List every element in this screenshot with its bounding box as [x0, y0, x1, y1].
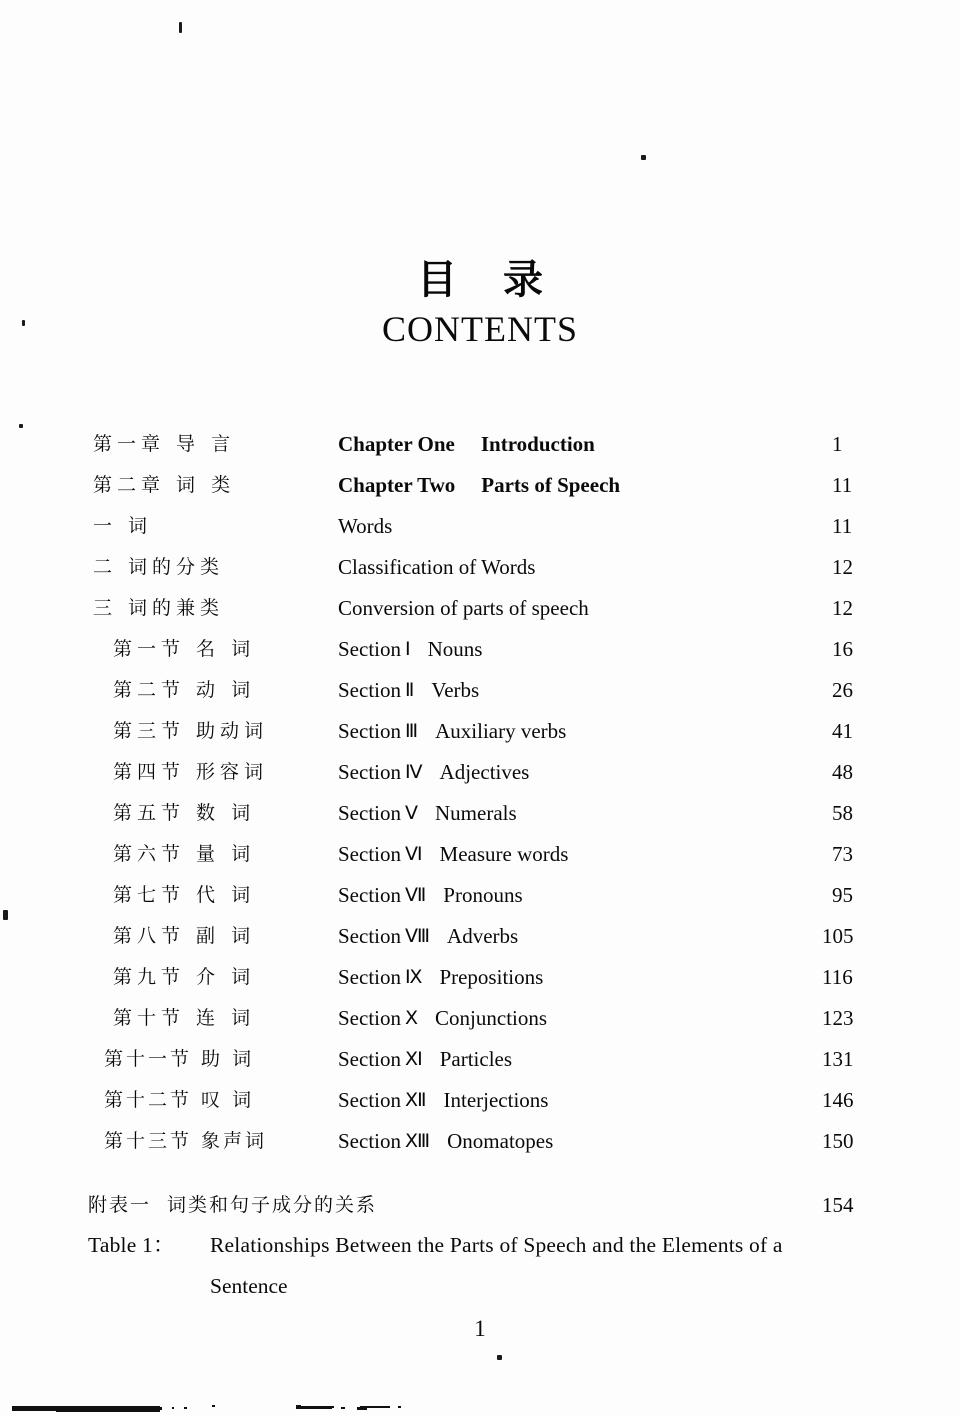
- toc-row-roman-numeral: Ⅷ: [405, 925, 430, 947]
- toc-row-roman-numeral: Ⅱ: [405, 679, 414, 701]
- toc-row-roman-numeral: Ⅶ: [405, 884, 426, 906]
- toc-row-roman-numeral: Ⅺ: [405, 1048, 422, 1070]
- toc-row-en: [338, 1121, 834, 1162]
- toc-row-page-number: 131: [822, 1047, 854, 1071]
- toc-row-label-cn: 第一节 名 词: [113, 638, 256, 660]
- toc-row-page-number: 48: [832, 760, 853, 784]
- toc-row-label-cn: 第二章 词 类: [93, 474, 236, 496]
- toc-row[interactable]: [0, 793, 960, 834]
- toc-row-en: [338, 1080, 834, 1121]
- scan-line-artifact: [341, 1407, 345, 1409]
- appendix-block: [0, 1185, 960, 1298]
- toc-row-section-word: Section: [338, 883, 401, 907]
- toc-row-label-cn: 第二节 动 词: [113, 679, 256, 701]
- appendix-title-en: Relationships Between the Parts of Speech and the Elements of a: [210, 1233, 783, 1257]
- toc-row-page-number: 105: [822, 924, 854, 948]
- appendix-title-cn: 词类和句子成分的关系: [167, 1194, 378, 1216]
- page-title-cn: 目 录: [417, 257, 559, 303]
- toc-row[interactable]: [0, 834, 960, 875]
- toc-row-chapter-label: Chapter One: [338, 432, 455, 456]
- toc-row-roman-numeral: Ⅰ: [405, 638, 410, 660]
- toc-row-section-word: Section: [338, 760, 401, 784]
- toc-row-label-cn: 一 词: [93, 515, 153, 537]
- toc-row-title-en: Nouns: [427, 637, 483, 661]
- toc-row-page-number: 73: [832, 842, 853, 866]
- toc-row-page-number: 95: [832, 883, 853, 907]
- appendix-cn-wrap: [88, 1185, 834, 1225]
- toc-row-en: [338, 465, 834, 506]
- toc-row-en: [338, 793, 834, 834]
- toc-row-label-cn: 第九节 介 词: [113, 966, 256, 988]
- toc-row-en: [338, 834, 834, 875]
- toc-row-title-en: Verbs: [431, 678, 480, 702]
- toc-row-title-en: Adjectives: [439, 760, 530, 784]
- toc-row-en: [338, 506, 834, 547]
- toc-row-page-number: 26: [832, 678, 853, 702]
- toc-row[interactable]: [0, 916, 960, 957]
- toc-row[interactable]: [0, 1039, 960, 1080]
- appendix-row-en[interactable]: [0, 1225, 960, 1298]
- toc-row-en: [338, 629, 834, 670]
- toc-row-title-en: Words: [338, 514, 393, 538]
- toc-row-en: [338, 752, 834, 793]
- toc-row-label-cn: 第四节 形容词: [113, 761, 269, 783]
- appendix-en-line2: Sentence: [210, 1274, 288, 1298]
- toc-row-section-word: Section: [338, 965, 401, 989]
- toc-row-section-word: Section: [338, 801, 401, 825]
- toc-row[interactable]: [0, 957, 960, 998]
- toc-row-roman-numeral: Ⅴ: [405, 802, 417, 824]
- toc-row-roman-numeral: Ⅲ: [405, 720, 418, 742]
- toc-row-title-en: Introduction: [480, 432, 595, 456]
- toc-row-label-cn: 三 词的兼类: [93, 597, 225, 619]
- toc-row-page-number: 11: [832, 473, 853, 497]
- folio-page-number: 1: [474, 1316, 486, 1341]
- toc-row[interactable]: [0, 629, 960, 670]
- toc-row-label-cn: 第十二节 叹 词: [104, 1089, 255, 1111]
- toc-row-title-en: Adverbs: [447, 924, 519, 948]
- toc-row-roman-numeral: Ⅻ: [405, 1089, 426, 1111]
- toc-row-title-en: Classification of Words: [338, 555, 536, 579]
- toc-row[interactable]: [0, 424, 960, 465]
- toc-row-label-cn: 第五节 数 词: [113, 802, 256, 824]
- toc-row-page-number: 150: [822, 1129, 854, 1153]
- toc-row-roman-numeral: ⅩⅢ: [405, 1130, 430, 1152]
- page-title-en: CONTENTS: [382, 309, 578, 349]
- toc-row-en: [338, 998, 834, 1039]
- toc-row-page-number: 146: [822, 1088, 854, 1112]
- toc-row-label-cn: 第十节 连 词: [113, 1007, 256, 1029]
- toc-row-section-word: Section: [338, 1006, 401, 1030]
- toc-row-title-en: Parts of Speech: [481, 473, 621, 497]
- toc-row-roman-numeral: Ⅸ: [405, 966, 422, 988]
- toc-row-en: [338, 711, 834, 752]
- toc-row-label-cn: 二 词的分类: [93, 556, 225, 578]
- toc-row-page-number: 1: [832, 432, 843, 456]
- toc-row-title-en: Interjections: [443, 1088, 549, 1112]
- toc-row[interactable]: [0, 875, 960, 916]
- scan-line-artifact: [296, 1406, 332, 1409]
- toc-row-page-number: 11: [832, 514, 853, 538]
- appendix-tag-en: Table 1：: [88, 1233, 175, 1257]
- toc-list: [0, 424, 960, 1162]
- toc-row-chapter-label: Chapter Two: [338, 473, 456, 497]
- toc-row-en: [338, 670, 834, 711]
- toc-row-title-en: Numerals: [435, 801, 517, 825]
- toc-row-section-word: Section: [338, 1088, 401, 1112]
- toc-row[interactable]: [0, 711, 960, 752]
- scan-line-artifact: [212, 1405, 215, 1407]
- toc-row-page-number: 123: [822, 1006, 854, 1030]
- toc-row-en: [338, 547, 834, 588]
- toc-row-en: [338, 424, 834, 465]
- toc-row-label-cn: 第六节 量 词: [113, 843, 256, 865]
- toc-row-title-en: Measure words: [439, 842, 569, 866]
- scan-speck: [497, 1355, 502, 1360]
- toc-row-en: [338, 1039, 834, 1080]
- scan-line-artifact: [296, 1405, 301, 1407]
- toc-row-section-word: Section: [338, 1129, 401, 1153]
- scan-speck: [179, 22, 182, 33]
- toc-row-title-en: Particles: [439, 1047, 513, 1071]
- toc-row-label-cn: 第八节 副 词: [113, 925, 256, 947]
- toc-row-section-word: Section: [338, 719, 401, 743]
- scan-speck: [641, 155, 646, 160]
- toc-row-label-cn: 第十一节 助 词: [104, 1048, 255, 1070]
- toc-row[interactable]: [0, 998, 960, 1039]
- toc-row[interactable]: [0, 465, 960, 506]
- appendix-tag-cn: 附表一: [88, 1194, 152, 1216]
- toc-row-en: [338, 957, 834, 998]
- toc-row-title-en: Onomatopes: [447, 1129, 554, 1153]
- toc-row-page-number: 12: [832, 596, 853, 620]
- toc-row-section-word: Section: [338, 924, 401, 948]
- scan-line-artifact: [184, 1407, 187, 1409]
- toc-row[interactable]: [0, 752, 960, 793]
- toc-row-title-en: Auxiliary verbs: [435, 719, 567, 743]
- toc-row-label-cn: 第三节 助动词: [113, 720, 269, 742]
- toc-row-roman-numeral: Ⅹ: [405, 1007, 418, 1029]
- toc-row-roman-numeral: Ⅳ: [405, 761, 422, 783]
- toc-row-section-word: Section: [338, 637, 401, 661]
- toc-row-en: [338, 916, 834, 957]
- toc-row-section-word: Section: [338, 842, 401, 866]
- toc-row[interactable]: [0, 1080, 960, 1121]
- scan-line-artifact: [331, 1406, 334, 1408]
- scan-line-artifact: [172, 1407, 174, 1409]
- toc-row-section-word: Section: [338, 678, 401, 702]
- toc-row[interactable]: [0, 547, 960, 588]
- toc-row[interactable]: [0, 670, 960, 711]
- scan-line-artifact: [92, 1406, 132, 1408]
- toc-row-page-number: 12: [832, 555, 853, 579]
- toc-row-roman-numeral: Ⅵ: [405, 843, 422, 865]
- scan-line-artifact: [398, 1406, 401, 1408]
- toc-row-en: [338, 875, 834, 916]
- toc-row-label-cn: 第七节 代 词: [113, 884, 256, 906]
- toc-row-label-cn: 第一章 导 言: [93, 433, 236, 455]
- toc-row-title-en: Conversion of parts of speech: [338, 596, 589, 620]
- toc-row-page-number: 16: [832, 637, 853, 661]
- appendix-page-number: 154: [822, 1193, 854, 1217]
- appendix-en-line1: [88, 1225, 783, 1265]
- toc-row-title-en: Prepositions: [439, 965, 544, 989]
- toc-row[interactable]: [0, 588, 960, 629]
- toc-row[interactable]: [0, 1121, 960, 1162]
- scan-line-artifact: [140, 1407, 162, 1410]
- toc-row-title-en: Conjunctions: [435, 1006, 548, 1030]
- scan-line-artifact: [360, 1406, 390, 1408]
- page-heading: [0, 258, 960, 350]
- toc-row-label-cn: 第十三节 象声词: [104, 1130, 268, 1152]
- toc-row-page-number: 58: [832, 801, 853, 825]
- toc-row-section-word: Section: [338, 1047, 401, 1071]
- toc-row-title-en: Pronouns: [443, 883, 523, 907]
- toc-row-page-number: 41: [832, 719, 853, 743]
- toc-row-page-number: 116: [822, 965, 853, 989]
- toc-row[interactable]: [0, 506, 960, 547]
- appendix-row-cn[interactable]: [0, 1185, 960, 1225]
- toc-row-en: [338, 588, 834, 629]
